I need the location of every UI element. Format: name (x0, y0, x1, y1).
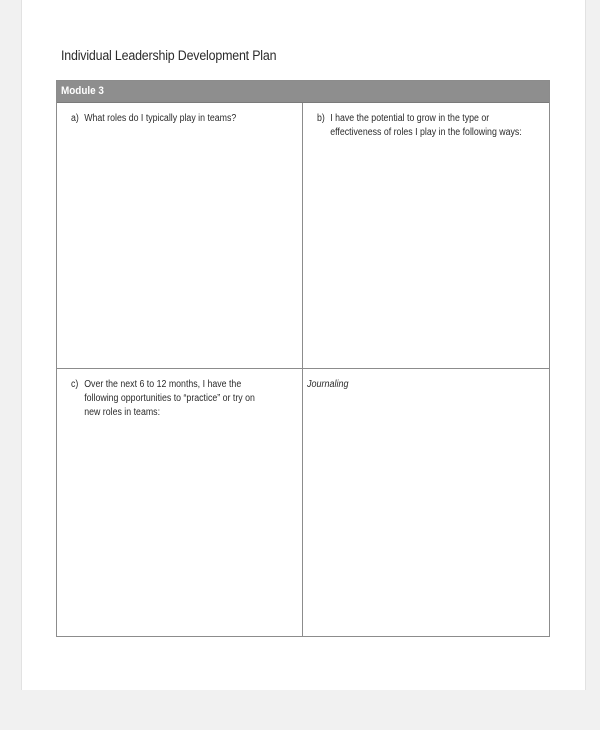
development-plan-table (56, 80, 550, 637)
question-b-text: I have the potential to grow in the type or effectiveness of roles I play in the following ways: (330, 113, 522, 138)
module-header (57, 81, 549, 103)
question-a-marker: a) (71, 113, 79, 124)
question-c-text: Over the next 6 to 12 months, I have the following opportunities to “practice” or try on new roles in teams: (84, 379, 255, 418)
document-title: Individual Leadership Development Plan (61, 48, 277, 63)
question-c (71, 378, 268, 420)
document-page (21, 0, 586, 690)
module-label: Module 3 (61, 85, 104, 97)
question-c-cell[interactable] (57, 369, 303, 636)
question-a-text: What roles do I typically play in teams? (84, 113, 237, 124)
question-c-marker: c) (71, 379, 79, 390)
question-b (317, 112, 535, 140)
journaling-cell[interactable] (303, 369, 549, 636)
question-b-marker: b) (317, 113, 325, 124)
question-a (71, 112, 273, 126)
question-a-cell[interactable] (57, 103, 303, 369)
journaling-label: Journaling (307, 379, 349, 390)
question-b-cell[interactable] (303, 103, 549, 369)
